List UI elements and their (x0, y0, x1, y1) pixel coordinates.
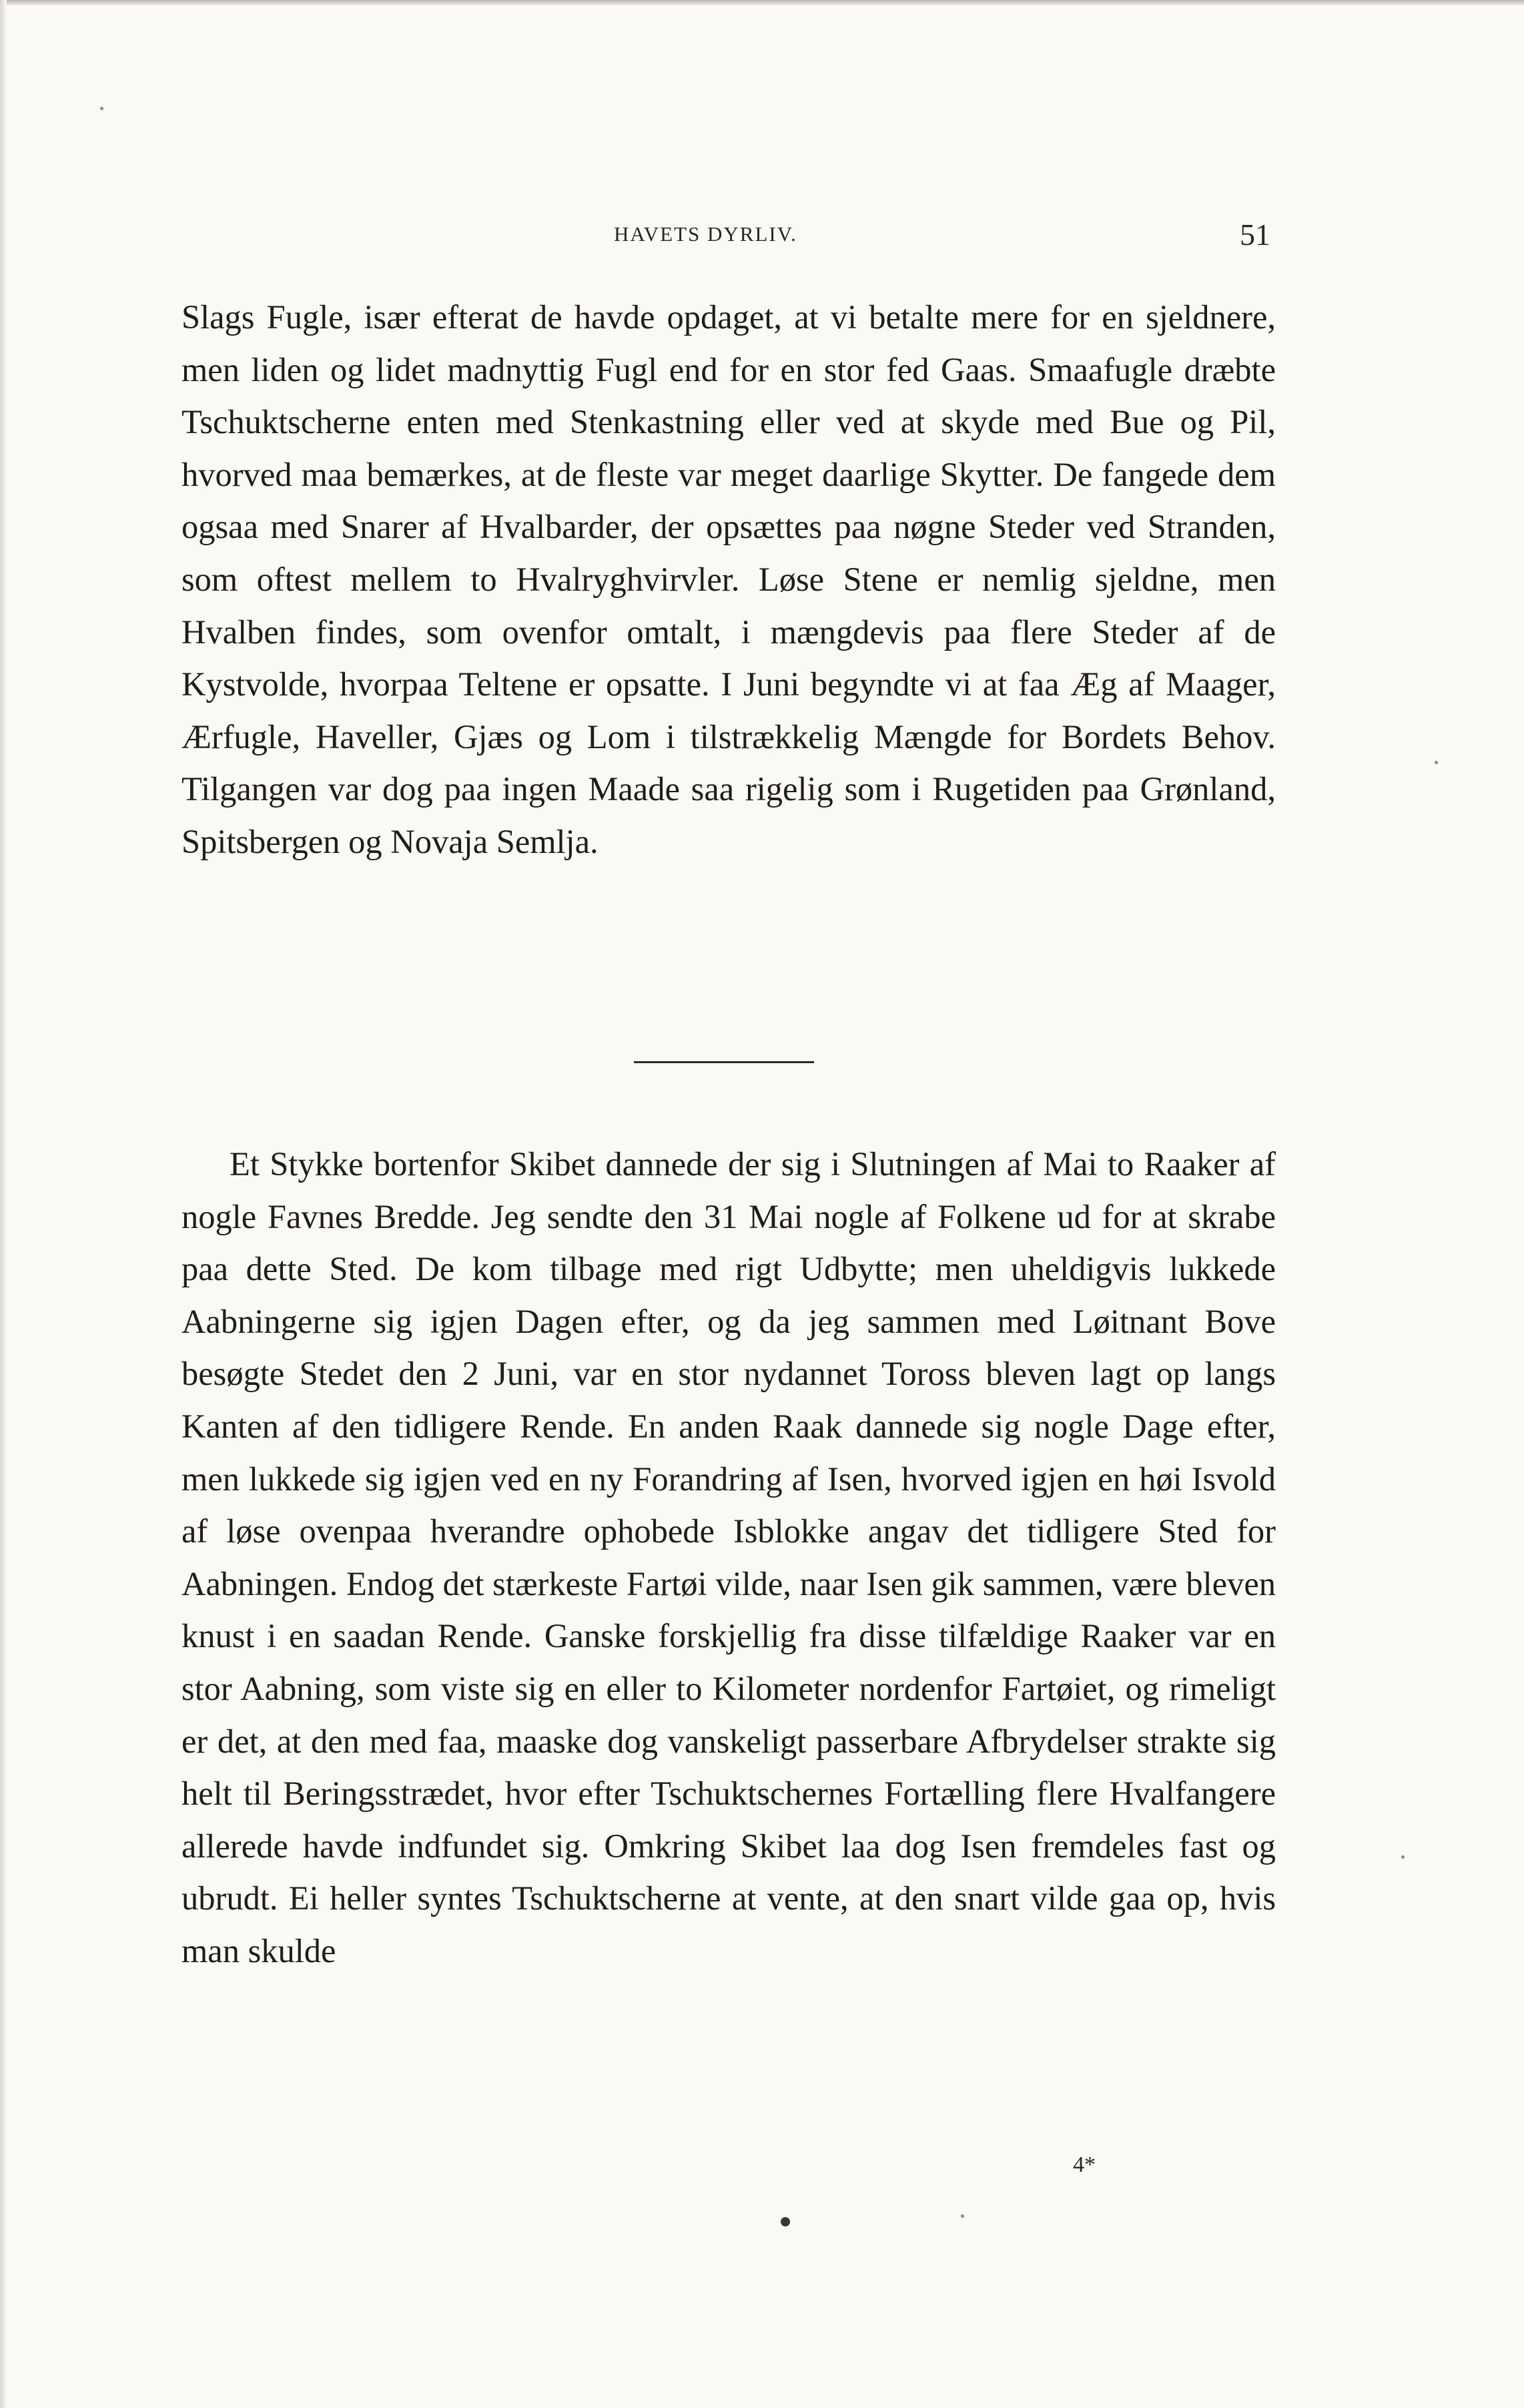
signature-mark: 4* (1073, 2152, 1096, 2177)
paper-speck (100, 107, 103, 110)
page-number: 51 (1240, 218, 1270, 252)
paragraph-birds: Slags Fugle, især efterat de havde opdaget, at vi betalte mere for en sjeldnere, men liden og lidet madnyttig Fugl end for en stor fed Gaas. Smaafugle dræbte Tschuktscherne enten med Stenkastning eller ved at skyde med Bue og Pil, hvorved maa bemærkes, at de fleste var meget daarlige Skytter. De fangede dem ogsaa med Snarer af Hvalbarder, der opsættes paa nøgne Steder ved Stranden, som oftest mellem to Hvalryghvirvler. Løse Stene er nemlig sjeldne, men Hvalben findes, som ovenfor omtalt, i mængdevis paa flere Steder af de Kystvolde, hvorpaa Teltene er opsatte. I Juni begyndte vi at faa Æg af Maager, Ærfugle, Haveller, Gjæs og Lom i tilstrækkelig Mængde for Bordets Behov. Tilgangen var dog paa ingen Maade saa rigelig som i Rugetiden paa Grønland, Spitsbergen og Novaja Semlja. (181, 298, 1276, 860)
paper-speck (1401, 1855, 1405, 1859)
page-left-edge (0, 0, 7, 2408)
section-divider (634, 1061, 814, 1063)
page-header (0, 217, 1524, 257)
running-head: HAVETS DYRLIV. (614, 222, 797, 246)
paper-speck (961, 2214, 964, 2218)
ink-dot (781, 2217, 790, 2226)
paper-speck (1435, 761, 1438, 764)
page-top-edge (0, 0, 1524, 5)
paragraph-ice-openings: Et Stykke bortenfor Skibet dannede der sig i Slutningen af Mai to Raaker af nogle Favnes Bredde. Jeg sendte den 31 Mai nogle af Folkene ud for at skrabe paa dette Sted. De kom tilbage med rigt Udbytte; men uheldigvis lukkede Aabningerne sig igjen Dagen efter, og da jeg sammen med Løitnant Bove besøgte Stedet den 2 Juni, var en stor nydannet Toross bleven lagt op langs Kanten af den tidligere Rende. En anden Raak dannede sig nogle Dage efter, men lukkede sig igjen ved en ny Forandring af Isen, hvorved igjen en høi Isvold af løse ovenpaa hverandre ophobede Isblokke angav det tidligere Sted for Aabningen. Endog det stærkeste Fartøi vilde, naar Isen gik sammen, være bleven knust i en saadan Rende. Ganske forskjellig fra disse tilfældige Raaker var en stor Aabning, som viste sig en eller to Kilometer nordenfor Fartøiet, og rimeligt er det, at den med faa, maaske dog vanskeligt passerbare Afbrydelser strakte sig helt til Beringsstrædet, hvor efter Tschuktschernes Fortælling flere Hvalfangere allerede havde indfundet sig. Omkring Skibet laa dog Isen fremdeles fast og ubrudt. Ei heller syntes Tschuktscherne at vente, at den snart vilde gaa op, hvis man skulde (181, 1145, 1276, 1970)
